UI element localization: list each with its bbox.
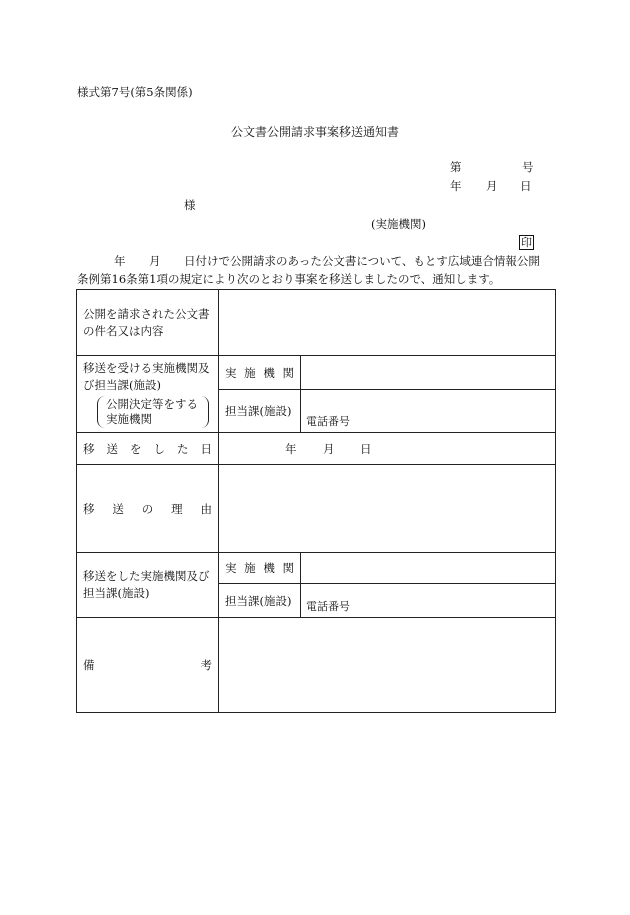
label-char: 関: [282, 561, 294, 575]
label-char: 機: [263, 365, 275, 380]
label-char: た: [177, 441, 189, 456]
body-year-label: 年: [114, 254, 126, 268]
label-char: の: [141, 501, 154, 516]
label-char: 考: [200, 658, 212, 672]
label-char: 機: [263, 561, 275, 575]
receiving-agency-sublabel: [219, 356, 301, 390]
sending-agency-sublabel: [219, 553, 301, 584]
transfer-date-month: 月: [323, 441, 335, 456]
date-year-label: 年: [450, 179, 462, 193]
label-char: 理: [171, 501, 183, 516]
sending-agency-field[interactable]: [301, 553, 556, 584]
decision-agency-note: [97, 396, 209, 428]
label-char: 施: [244, 561, 256, 575]
label-char: 日: [200, 441, 212, 456]
transfer-date-field[interactable]: [219, 433, 556, 465]
decision-agency-note-line-1: 公開決定等をする: [106, 396, 198, 411]
doc-number-suffix: 号: [522, 160, 534, 174]
transfer-details-table: [76, 289, 556, 713]
label-char: し: [153, 441, 165, 456]
requested-document-label-line-1: 公開を請求された公文書: [83, 306, 210, 321]
decision-agency-note-line-2: 実施機関: [106, 411, 152, 426]
receiving-dept-sublabel: 担当課(施設): [219, 390, 301, 433]
receiving-agency-label-line-1: 移送を受ける実施機関及: [83, 361, 210, 376]
receiving-phone-label: 電話番号: [306, 415, 350, 428]
sending-dept-sublabel: 担当課(施設): [219, 584, 301, 618]
receiving-agency-label-line-2: び担当課(施設): [83, 378, 161, 393]
label-char: 実: [225, 561, 237, 575]
remarks-field[interactable]: [219, 618, 556, 713]
date-month-label: 月: [486, 179, 498, 193]
label-char: 実: [225, 365, 237, 380]
table-row: [77, 465, 556, 553]
table-row: [77, 553, 556, 584]
transfer-date-year: 年: [285, 441, 297, 456]
doc-number-prefix: 第: [450, 160, 462, 174]
date-day-label: 日: [520, 179, 532, 193]
label-char: 送: [106, 441, 118, 456]
body-line-1-text: 日付けで公開請求のあった公文書について、もとす広域連合情報公開: [184, 254, 540, 268]
label-char: 移: [83, 501, 95, 516]
document-title: 公文書公開請求事案移送通知書: [230, 125, 399, 139]
transfer-date-day: 日: [360, 441, 372, 456]
transfer-date-label: [77, 433, 219, 465]
label-char: を: [130, 441, 142, 456]
receiving-agency-field[interactable]: [301, 356, 556, 390]
sending-phone-label: 電話番号: [306, 600, 350, 613]
label-char: 施: [244, 365, 256, 380]
agency-label: (実施機関): [371, 217, 426, 231]
transfer-reason-field[interactable]: [219, 465, 556, 553]
transfer-reason-label: [77, 465, 219, 553]
form-reference: 様式第7号(第5条関係): [77, 85, 193, 99]
remarks-label: [77, 618, 219, 713]
addressee-honorific: 様: [184, 198, 196, 212]
table-row: [77, 356, 556, 390]
requested-document-label: [77, 290, 219, 356]
label-char: 関: [282, 365, 294, 380]
table-row: [77, 290, 556, 356]
label-char: 備: [83, 658, 95, 672]
receiving-agency-label: [77, 356, 219, 433]
requested-document-label-line-2: の件名又は内容: [83, 323, 164, 338]
label-char: 送: [112, 501, 124, 516]
table-row: [77, 618, 556, 713]
requested-document-field[interactable]: [219, 290, 556, 356]
seal-mark: 印: [521, 236, 532, 249]
sending-dept-field[interactable]: [301, 584, 556, 618]
sending-agency-label-line-2: 担当課(施設): [83, 586, 150, 600]
label-char: 移: [83, 441, 95, 456]
table-row: [77, 433, 556, 465]
body-month-label: 月: [149, 254, 161, 268]
sending-agency-label-line-1: 移送をした実施機関及び: [83, 569, 210, 584]
label-char: 由: [200, 501, 212, 516]
body-text-line-2: 条例第16条第1項の規定により次のとおり事案を移送しましたので、通知します。: [77, 272, 501, 286]
receiving-dept-field[interactable]: [301, 390, 556, 433]
sending-agency-label: [77, 553, 219, 618]
